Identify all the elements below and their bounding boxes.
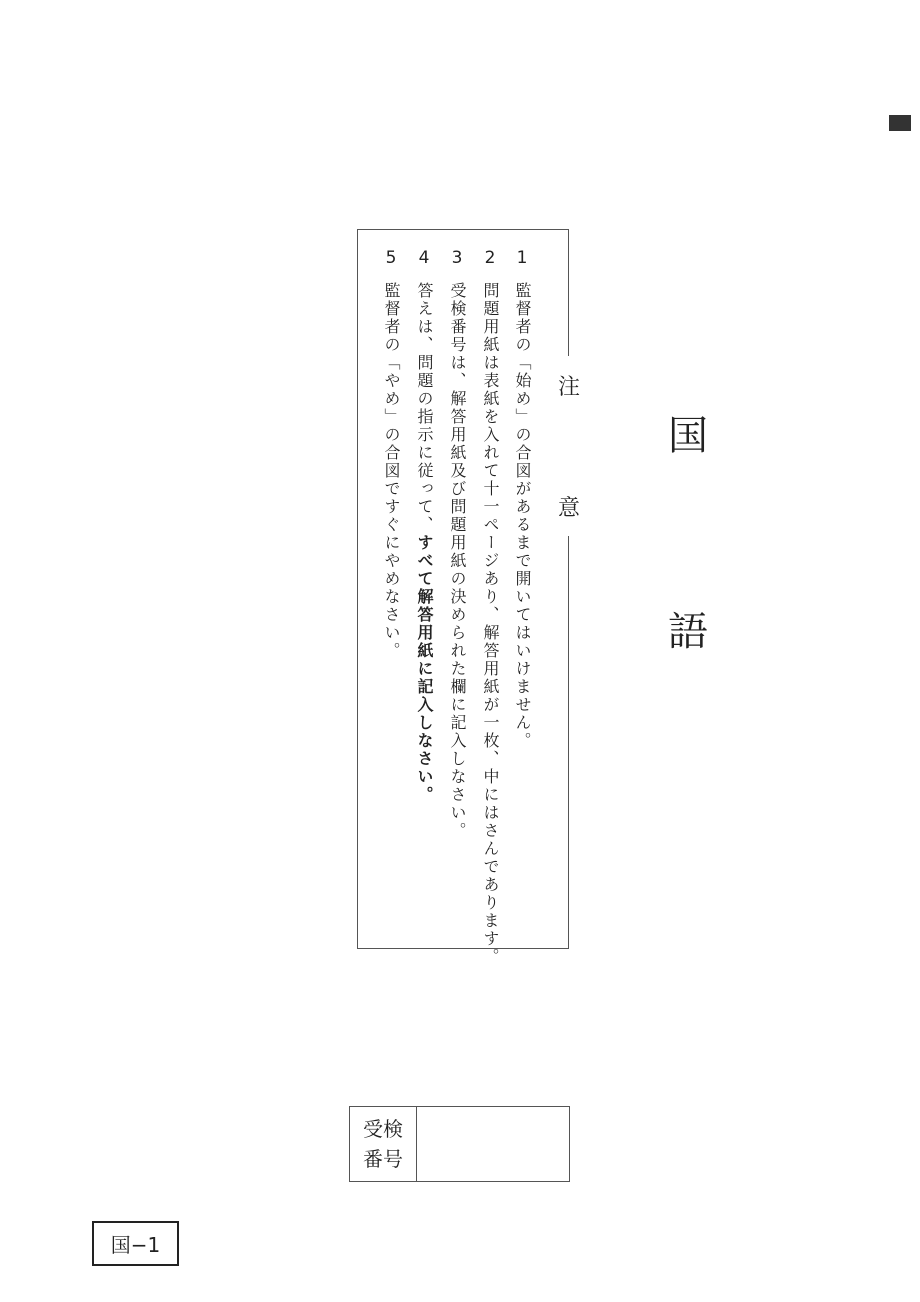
exam-number-label-line-2: 番号	[363, 1147, 403, 1171]
note-text: 監督者の「やめ」の合図ですぐにやめなさい。	[382, 282, 401, 660]
note-item-1	[510, 248, 534, 750]
subject-title-char-1: 国	[668, 413, 708, 459]
caution-box	[357, 229, 569, 966]
note-number: 1	[516, 248, 528, 268]
scan-registration-mark	[889, 115, 911, 131]
note-item-5	[379, 248, 403, 660]
note-text: 受検番号は、解答用紙及び問題用紙の決められた欄に記入しなさい。	[448, 282, 467, 840]
note-text: 問題用紙は表紙を入れて十一ページあり、解答用紙が一枚、中にはさんであります。	[481, 282, 500, 966]
note-item-3	[445, 248, 469, 840]
caution-heading-char-1: 注	[557, 375, 580, 400]
page-number-tag: 国−1	[92, 1221, 179, 1266]
exam-number-label-line-1: 受検	[363, 1117, 403, 1141]
note-text-normal: 答えは、問題の指示に従って、	[415, 282, 434, 534]
note-number: 5	[385, 248, 397, 268]
exam-number-box	[349, 1106, 570, 1182]
note-number: 3	[451, 248, 463, 268]
note-item-4	[412, 248, 436, 804]
note-text: 監督者の「始め」の合図があるまで開いてはいけません。	[513, 282, 532, 750]
subject-title-char-2: 語	[668, 609, 708, 655]
exam-number-field[interactable]	[417, 1107, 569, 1181]
exam-number-label	[350, 1107, 417, 1181]
note-text	[412, 282, 436, 804]
note-text-bold: すべて解答用紙に記入しなさい。	[415, 534, 434, 804]
note-number: 4	[418, 248, 430, 268]
caution-heading-char-2: 意	[557, 496, 580, 521]
caution-heading	[555, 356, 583, 536]
note-number: 2	[484, 248, 496, 268]
note-item-2	[478, 248, 502, 966]
